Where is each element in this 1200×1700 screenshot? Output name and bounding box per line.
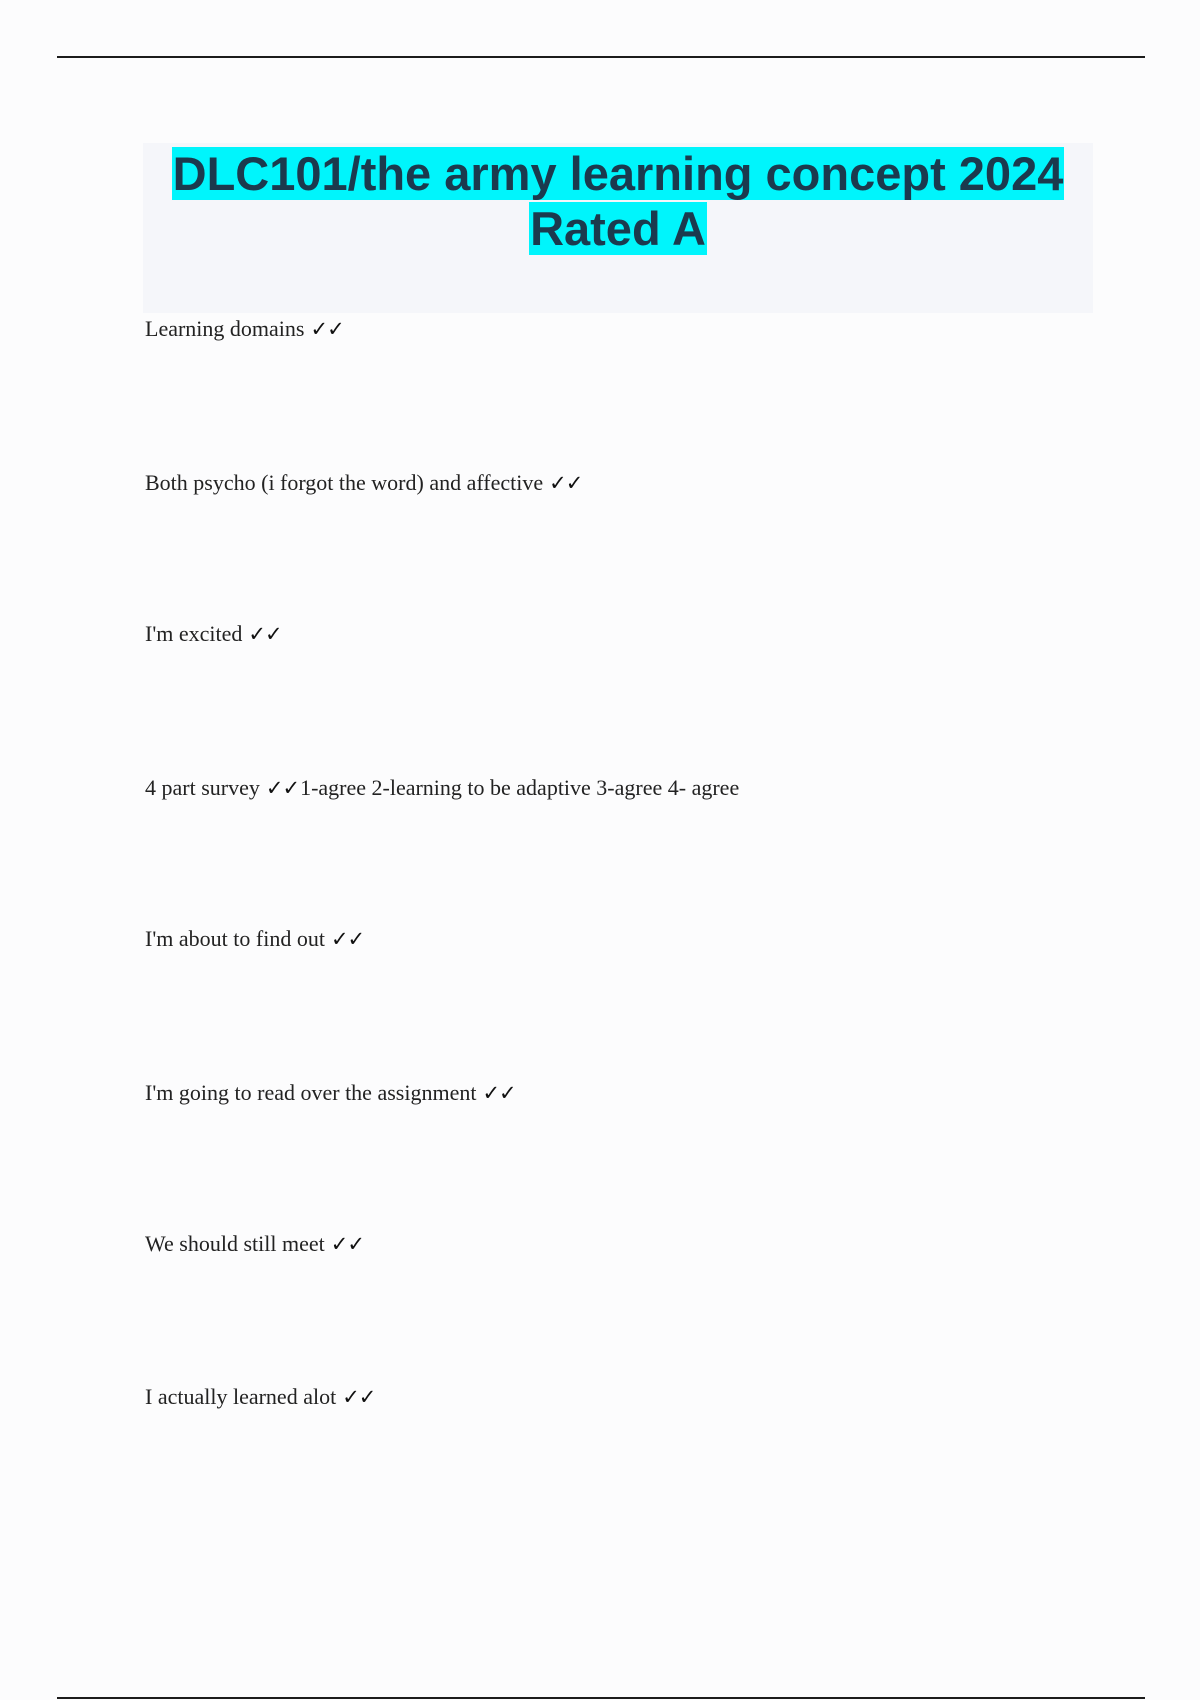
- double-check-icon: ✓✓: [342, 1385, 376, 1409]
- double-check-icon: ✓✓: [248, 622, 282, 646]
- qa-question: I'm going to read over the assignment: [145, 1080, 477, 1105]
- double-check-icon: ✓✓: [330, 1232, 364, 1256]
- title-line-2: Rated A: [530, 202, 706, 255]
- qa-item-7: [145, 1230, 364, 1258]
- header-rule: [57, 56, 1145, 58]
- qa-item-4: [145, 774, 739, 802]
- double-check-icon: ✓✓: [265, 776, 300, 800]
- qa-question: I'm about to find out: [145, 926, 325, 951]
- double-check-icon: ✓✓: [330, 927, 365, 951]
- qa-question: I actually learned alot: [145, 1384, 337, 1409]
- qa-question: 4 part survey: [145, 775, 260, 800]
- double-check-icon: ✓✓: [482, 1081, 516, 1105]
- qa-question: We should still meet: [145, 1231, 325, 1256]
- double-check-icon: ✓✓: [310, 317, 344, 341]
- double-check-icon: ✓✓: [549, 471, 583, 495]
- document-title: [143, 143, 1093, 256]
- qa-item-1: [145, 315, 344, 343]
- qa-question: Both psycho (i forgot the word) and affective: [145, 470, 544, 495]
- qa-item-2: [145, 469, 582, 497]
- title-line-1: DLC101/the army learning concept 2024: [172, 147, 1064, 200]
- footer-rule: [57, 1697, 1145, 1699]
- qa-item-5: [145, 925, 364, 953]
- qa-question: I'm excited: [145, 621, 243, 646]
- qa-item-8: [145, 1383, 375, 1411]
- qa-answer: 1-agree 2-learning to be adaptive 3-agree 4- agree: [300, 775, 740, 800]
- qa-item-6: [145, 1079, 516, 1107]
- qa-question: Learning domains: [145, 316, 305, 341]
- qa-item-3: [145, 620, 282, 648]
- title-panel: [143, 143, 1093, 313]
